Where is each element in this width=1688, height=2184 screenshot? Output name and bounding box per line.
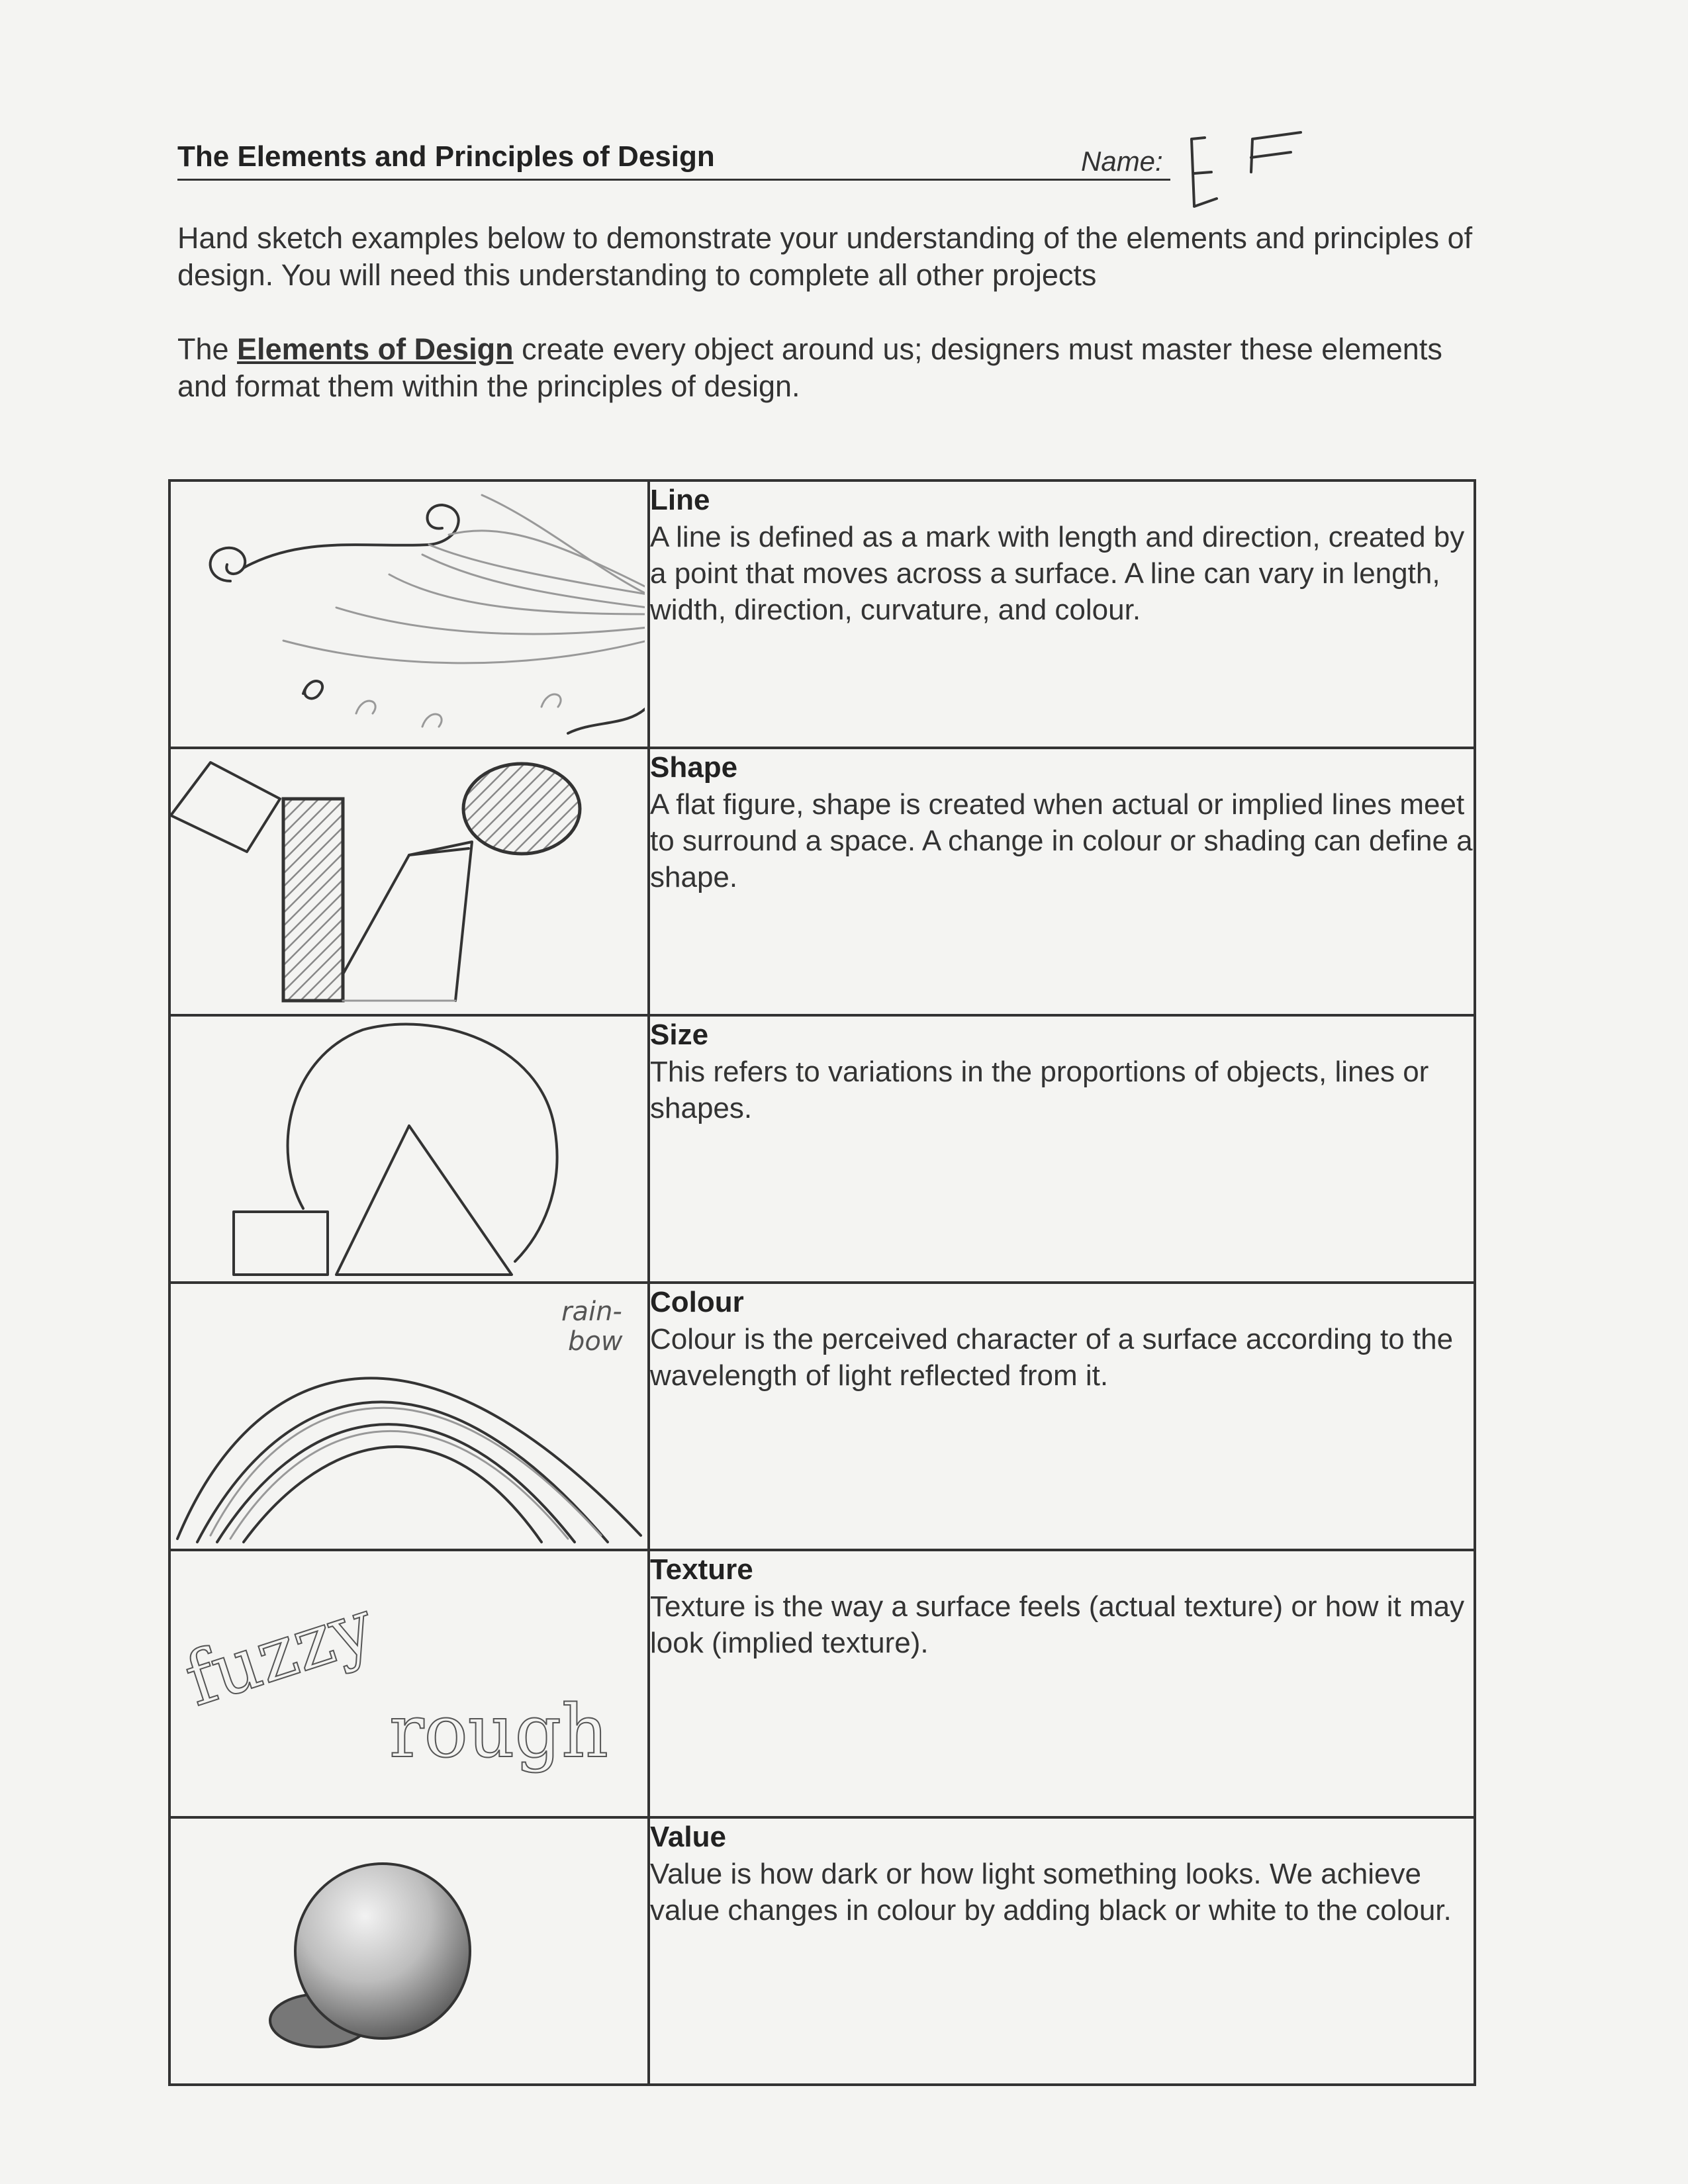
elements-table <box>168 479 1476 2086</box>
element-name-value: Value <box>650 1821 726 1853</box>
element-description-line: A line is defined as a mark with length and direction, created by a point that moves across a surface. A line can vary in length, width, direction, curvature, and colour. <box>650 521 1465 626</box>
circle-triangle-square-sketch <box>171 1017 645 1279</box>
element-name-line: Line <box>650 484 710 516</box>
colour-sketch-cell <box>169 1283 649 1550</box>
element-description-colour: Colour is the perceived character of a surface according to the wavelength of light reflected from it. <box>650 1323 1454 1392</box>
fuzzy-word: fuzzy <box>175 1582 384 1723</box>
shaded-shapes-sketch <box>171 749 645 1011</box>
table-row-texture <box>169 1550 1475 1817</box>
table-row-size <box>169 1015 1475 1283</box>
value-sketch-cell <box>169 1817 649 2085</box>
size-description-cell <box>649 1015 1475 1283</box>
title-underline <box>177 179 1170 181</box>
element-description-value: Value is how dark or how light something looks. We achieve value changes in colour by adding black or white to the colour. <box>650 1858 1452 1927</box>
element-description-size: This refers to variations in the proportions of objects, lines or shapes. <box>650 1056 1429 1124</box>
elements-intro-paragraph: The Elements of Design create every object around us; designers must master these elements and format them within the principles of design. <box>177 332 1442 403</box>
element-description-shape: A flat figure, shape is created when actual or implied lines meet to surround a space. A change in colour or shading can define a shape. <box>650 788 1473 893</box>
fuzzy-rough-lettering-sketch <box>171 1551 645 1813</box>
line-sketch-cell <box>169 480 649 748</box>
rainbow-note-line2: bow <box>568 1326 623 1357</box>
texture-sketch-cell <box>169 1550 649 1817</box>
table-row-shape <box>169 748 1475 1015</box>
colour-description-cell <box>649 1283 1475 1550</box>
element-description-texture: Texture is the way a surface feels (actual texture) or how it may look (implied texture). <box>650 1590 1465 1659</box>
shaded-sphere-sketch <box>171 1819 645 2081</box>
name-label: Name: <box>1081 146 1163 177</box>
rainbow-sketch <box>171 1284 645 1546</box>
size-sketch-cell <box>169 1015 649 1283</box>
swirling-lines-sketch <box>171 482 645 744</box>
shape-sketch-cell <box>169 748 649 1015</box>
intro-paragraph: Hand sketch examples below to demonstrate your understanding of the elements and principles of design. You will need this understanding to complete all other projects <box>177 221 1473 292</box>
rainbow-note-line1: rain- <box>561 1297 622 1327</box>
elements-of-design-term: Elements of Design <box>237 332 514 366</box>
table-row-colour <box>169 1283 1475 1550</box>
line-description-cell <box>649 480 1475 748</box>
texture-description-cell <box>649 1550 1475 1817</box>
element-name-size: Size <box>650 1019 709 1051</box>
element-name-texture: Texture <box>650 1553 753 1586</box>
table-row-value <box>169 1817 1475 2085</box>
element-name-shape: Shape <box>650 751 738 784</box>
element-name-colour: Colour <box>650 1286 744 1318</box>
table-row-line <box>169 480 1475 748</box>
page-title: The Elements and Principles of Design <box>177 140 715 173</box>
value-description-cell <box>649 1817 1475 2085</box>
rough-word: rough <box>389 1689 608 1774</box>
handwritten-name-signature <box>1185 126 1324 218</box>
header <box>177 140 1303 180</box>
shape-description-cell <box>649 748 1475 1015</box>
